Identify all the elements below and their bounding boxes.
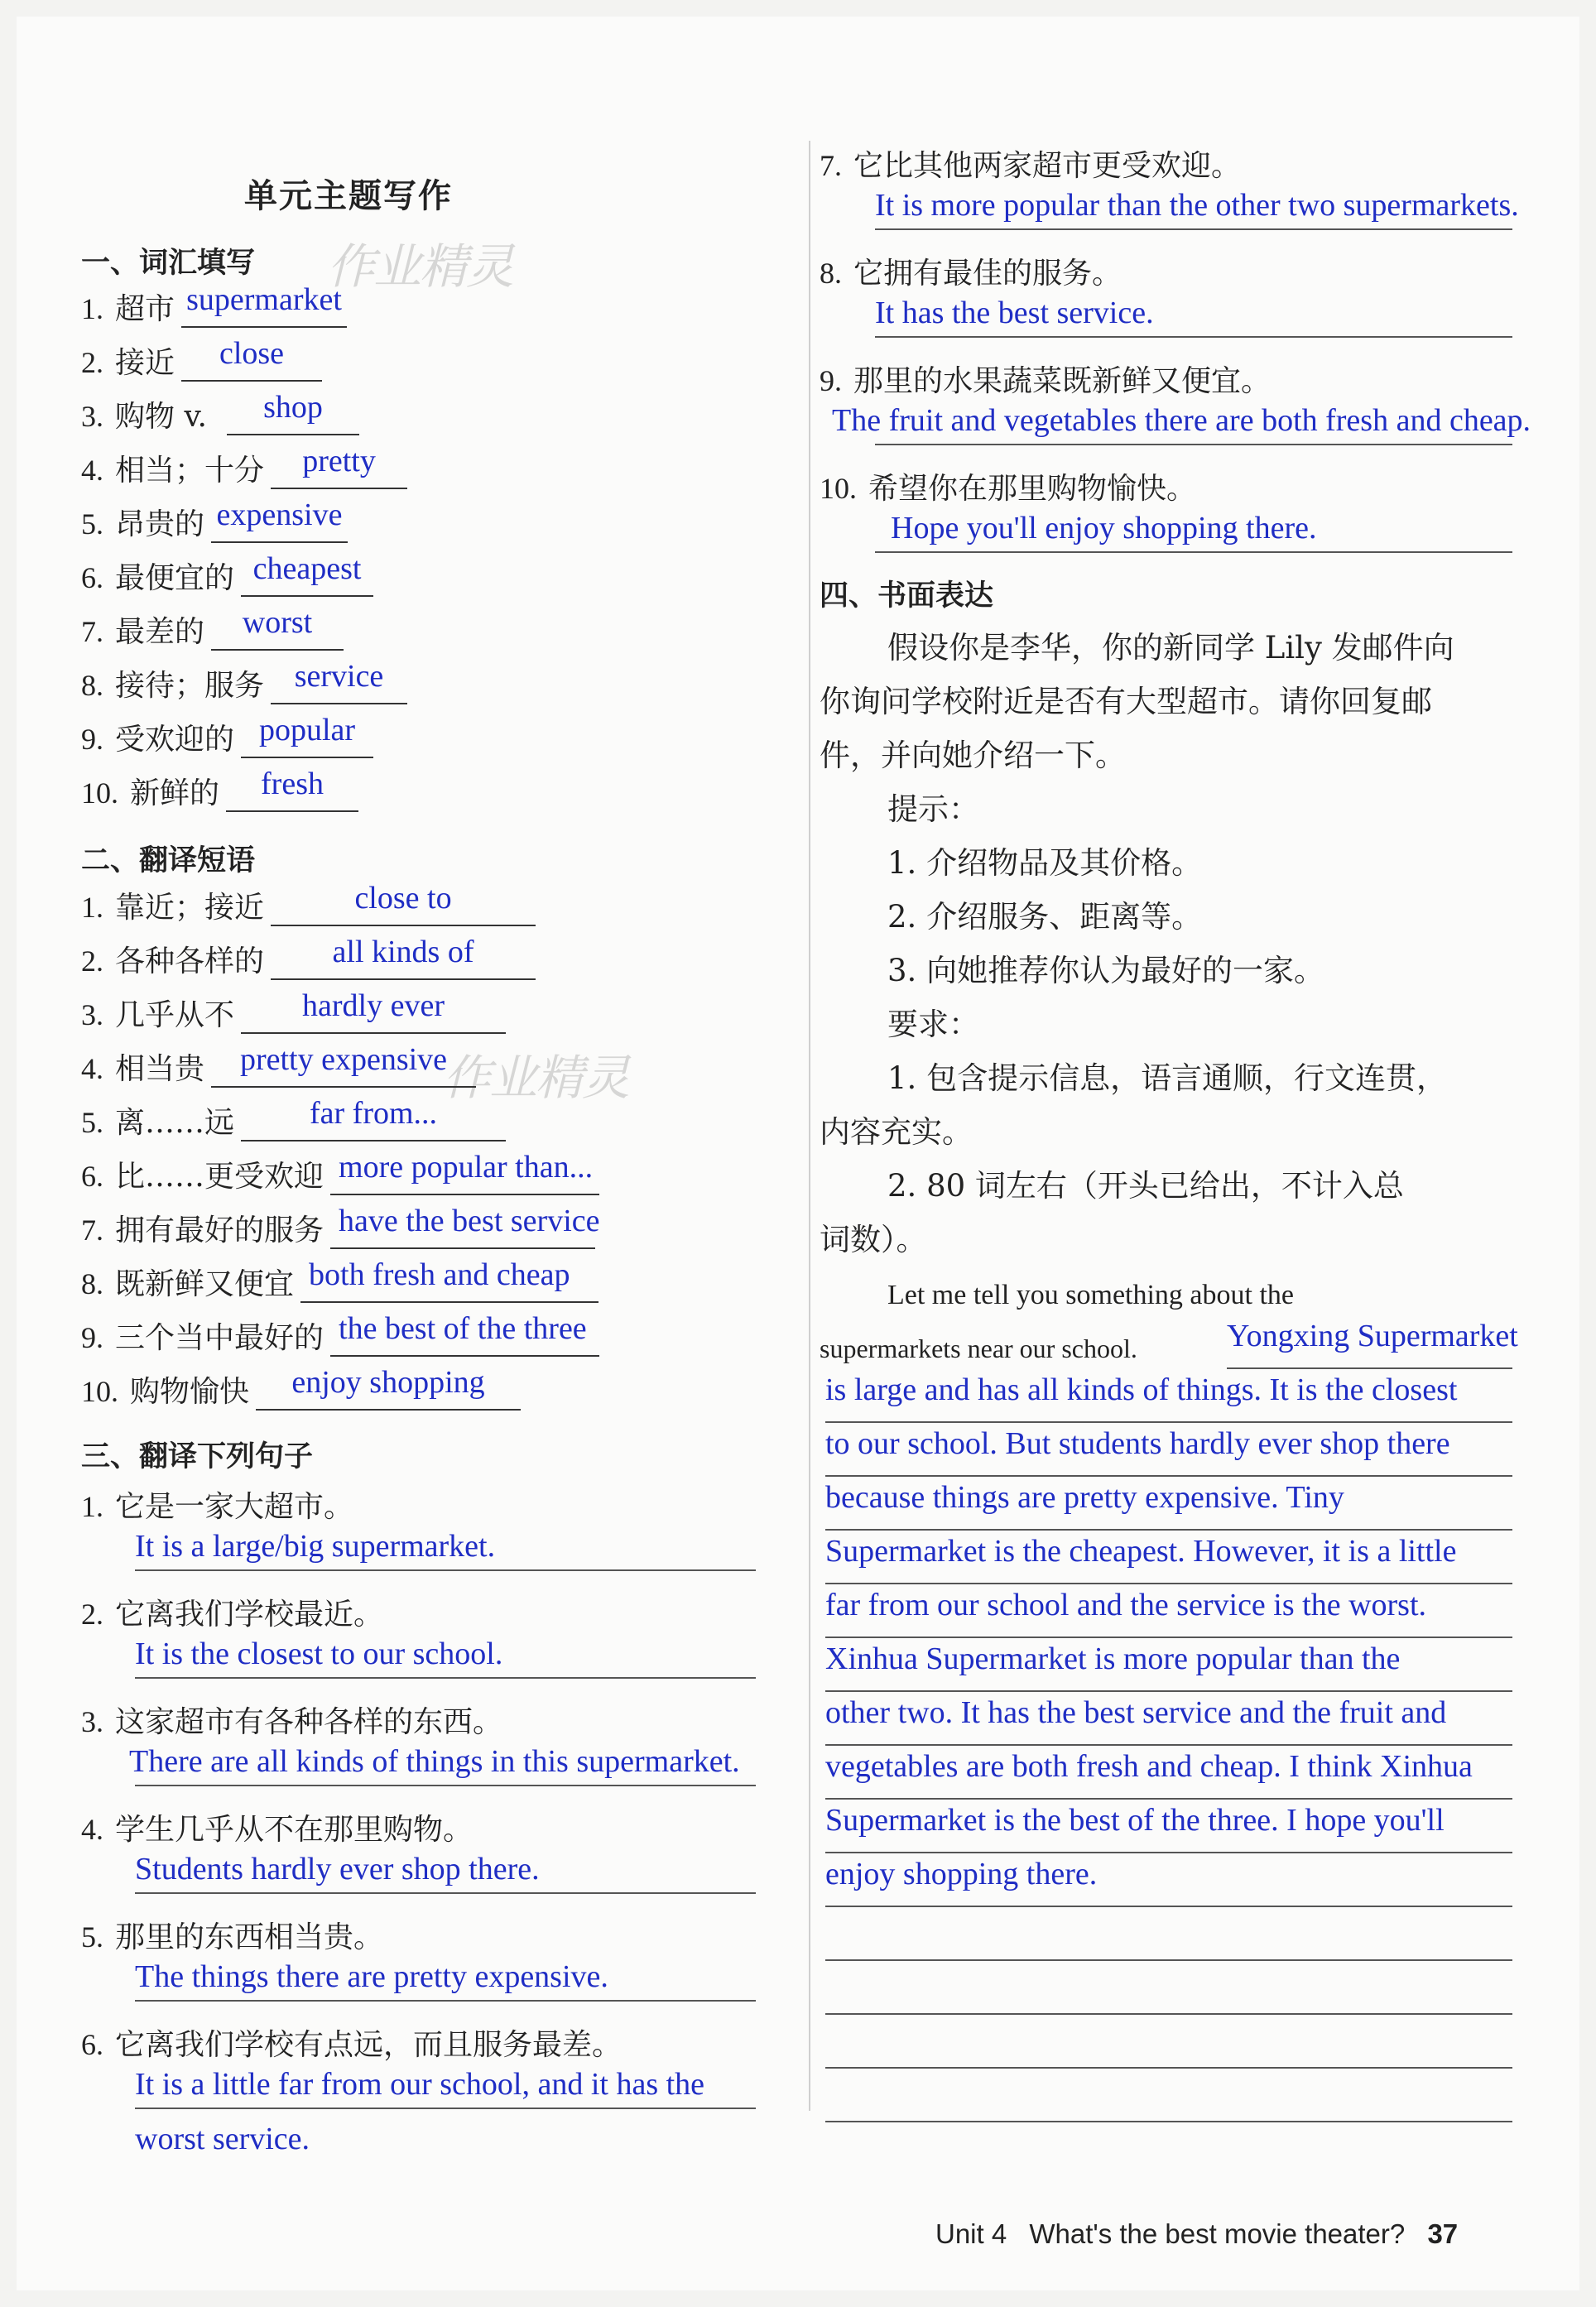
answer-text: both fresh and cheap <box>309 1257 570 1292</box>
phrase-item: 5. 离……远 far from... <box>81 1099 506 1149</box>
essay-line <box>825 1959 1512 1961</box>
phrase-item: 10. 购物愉快 enjoy shopping <box>81 1368 521 1418</box>
watermark-logo: 作业精灵 <box>327 238 513 295</box>
essay-line <box>825 1637 1512 1638</box>
answer-text: worst <box>242 605 313 640</box>
sentence-prompt: 8. 它拥有最佳的服务。 <box>820 257 1122 291</box>
answer-text: It is a little far from our school, and it has the <box>135 2067 705 2102</box>
answer-text: pretty expensive <box>239 1042 448 1077</box>
answer-text: service <box>294 659 384 694</box>
essay-text: Supermarket is the best of the three. I hope you'll <box>825 1803 1445 1838</box>
answer-text: the best of the three <box>339 1311 587 1346</box>
vocab-item: 6. 最便宜的 cheapest <box>81 555 373 604</box>
vocab-item: 3. 购物 v. shop <box>81 393 359 443</box>
phrase-item: 3. 几乎从不 hardly ever <box>81 992 506 1041</box>
answer-text: pretty <box>302 444 376 478</box>
answer-text: cheapest <box>252 551 362 586</box>
footer-unit: Unit 4 <box>935 2218 1007 2249</box>
answer-text: popular <box>258 713 356 747</box>
answer-line <box>135 2108 756 2109</box>
worksheet-page <box>17 17 1579 2290</box>
answer-text: supermarket <box>186 282 342 317</box>
requirement-item: 词数）。 <box>820 1222 927 1257</box>
sentence-prompt: 10. 希望你在那里购物愉快。 <box>820 472 1197 506</box>
essay-line <box>825 2013 1512 2015</box>
essay-line <box>825 2121 1512 2122</box>
essay-line <box>1227 1367 1512 1369</box>
answer-line <box>135 1892 756 1894</box>
essay-text: other two. It has the best service and the fruit and <box>825 1695 1447 1730</box>
answer-text: all kinds of <box>332 935 474 969</box>
answer-text: hardly ever <box>302 988 445 1023</box>
answer-line <box>875 444 1512 445</box>
answer-text: It has the best service. <box>875 296 1154 330</box>
essay-line <box>825 1690 1512 1692</box>
essay-opening: supermarkets near our school. <box>820 1334 1137 1363</box>
answer-text: Students hardly ever shop there. <box>135 1852 540 1886</box>
essay-opening: Let me tell you something about the <box>887 1280 1295 1310</box>
essay-text: vegetables are both fresh and cheap. I think Xinhua <box>825 1749 1473 1784</box>
vocab-item: 4. 相当；十分 pretty <box>81 447 407 497</box>
essay-text: enjoy shopping there. <box>825 1857 1098 1891</box>
answer-line <box>135 1785 756 1786</box>
section-heading-phrases: 二、翻译短语 <box>81 843 256 877</box>
answer-text: expensive <box>216 497 343 532</box>
essay-text: Yongxing Supermarket <box>1227 1319 1518 1353</box>
hint-item: 1. 介绍物品及其价格。 <box>887 845 1203 881</box>
vocab-item: 2. 接近 close <box>81 339 322 389</box>
phrase-item: 2. 各种各样的 all kinds of <box>81 938 536 988</box>
page-number: 37 <box>1427 2218 1459 2249</box>
answer-line <box>135 1677 756 1679</box>
sentence-prompt: 2. 它离我们学校最近。 <box>81 1598 384 1632</box>
answer-text: The fruit and vegetables there are both fresh and cheap. <box>832 403 1531 438</box>
answer-text-continued: worst service. <box>135 2122 310 2156</box>
answer-text: It is more popular than the other two supermarkets. <box>875 188 1519 223</box>
essay-text: far from our school and the service is the worst. <box>825 1588 1427 1622</box>
answer-text: The things there are pretty expensive. <box>135 1959 608 1994</box>
writing-prompt-line: 件，并向她介绍一下。 <box>820 738 1126 773</box>
vocab-item: 1. 超市 supermarket <box>81 286 347 335</box>
essay-line <box>825 2067 1512 2069</box>
essay-text: because things are pretty expensive. Tiny <box>825 1480 1344 1515</box>
answer-text: close to <box>354 881 452 916</box>
essay-line <box>825 1583 1512 1584</box>
answer-line <box>875 336 1512 338</box>
column-divider <box>809 141 810 2111</box>
requirement-item: 内容充实。 <box>820 1114 973 1150</box>
vocab-item: 5. 昂贵的 expensive <box>81 501 348 550</box>
essay-text: Supermarket is the cheapest. However, it is a little <box>825 1534 1457 1569</box>
sentence-prompt: 9. 那里的水果蔬菜既新鲜又便宜。 <box>820 364 1272 398</box>
phrase-item: 1. 靠近；接近 close to <box>81 884 536 934</box>
essay-text: Xinhua Supermarket is more popular than the <box>825 1641 1401 1676</box>
page-title: 单元主题写作 <box>244 176 453 215</box>
phrase-item: 7. 拥有最好的服务 have the best service <box>81 1204 600 1247</box>
answer-text: shop <box>263 390 323 425</box>
answer-text: enjoy shopping <box>291 1365 485 1400</box>
sentence-prompt: 3. 这家超市有各种各样的东西。 <box>81 1705 503 1739</box>
sentence-prompt: 1. 它是一家大超市。 <box>81 1490 354 1524</box>
essay-line <box>825 1529 1512 1531</box>
requirement-item: 1. 包含提示信息，语言通顺，行文连贯， <box>887 1060 1448 1096</box>
essay-line <box>825 1798 1512 1800</box>
answer-text: Hope you'll enjoy shopping there. <box>891 511 1317 546</box>
answer-text: It is a large/big supermarket. <box>135 1529 496 1564</box>
page-footer <box>935 2218 1458 2250</box>
essay-line <box>825 1852 1512 1853</box>
answer-text: There are all kinds of things in this supermarket. <box>129 1744 740 1779</box>
answer-text: have the best service <box>339 1204 600 1238</box>
section-heading-vocab: 一、词汇填写 <box>81 246 256 280</box>
section-heading-sentences: 三、翻译下列句子 <box>81 1439 314 1473</box>
answer-line <box>135 2000 756 2002</box>
answer-text: It is the closest to our school. <box>135 1637 503 1671</box>
phrase-item: 9. 三个当中最好的 the best of the three <box>81 1315 599 1364</box>
sentence-prompt: 6. 它离我们学校有点远，而且服务最差。 <box>81 2028 623 2062</box>
watermark-logo: 作业精灵 <box>443 1050 629 1106</box>
essay-line <box>825 1744 1512 1746</box>
sentence-prompt: 7. 它比其他两家超市更受欢迎。 <box>820 149 1242 183</box>
answer-line <box>135 1569 756 1571</box>
phrase-item: 4. 相当贵 pretty expensive <box>81 1045 476 1095</box>
vocab-item: 10. 新鲜的 fresh <box>81 770 358 819</box>
footer-title: What's the best movie theater? <box>1029 2218 1406 2249</box>
phrase-item: 6. 比……更受欢迎 more popular than... <box>81 1153 599 1203</box>
hint-item: 2. 介绍服务、距离等。 <box>887 899 1203 935</box>
essay-line <box>825 1475 1512 1477</box>
essay-line <box>825 1421 1512 1423</box>
vocab-item: 9. 受欢迎的 popular <box>81 716 373 766</box>
sentence-prompt: 5. 那里的东西相当贵。 <box>81 1920 384 1954</box>
writing-prompt-line: 你询问学校附近是否有大型超市。请你回复邮 <box>820 684 1432 719</box>
answer-text: fresh <box>261 767 324 801</box>
sentence-prompt: 4. 学生几乎从不在那里购物。 <box>81 1813 474 1847</box>
hint-label: 提示： <box>887 791 979 827</box>
requirement-label: 要求： <box>887 1007 979 1042</box>
vocab-item: 7. 最差的 worst <box>81 608 344 658</box>
answer-text: far from... <box>309 1096 438 1131</box>
essay-line <box>825 1906 1512 1907</box>
essay-text: to our school. But students hardly ever shop there <box>825 1426 1450 1461</box>
requirement-item: 2. 80 词左右（开头已给出，不计入总 <box>887 1168 1404 1204</box>
essay-text: is large and has all kinds of things. It is the closest <box>825 1372 1458 1407</box>
phrase-item: 8. 既新鲜又便宜 both fresh and cheap <box>81 1261 598 1310</box>
section-heading-writing: 四、书面表达 <box>820 579 994 613</box>
writing-prompt-line: 假设你是李华，你的新同学 Lily 发邮件向 <box>887 630 1454 666</box>
answer-line <box>875 228 1512 230</box>
answer-text: close <box>219 336 285 371</box>
vocab-item: 8. 接待；服务 service <box>81 662 407 712</box>
hint-item: 3. 向她推荐你认为最好的一家。 <box>887 953 1325 988</box>
answer-text: more popular than... <box>339 1150 594 1185</box>
answer-line <box>875 551 1512 553</box>
